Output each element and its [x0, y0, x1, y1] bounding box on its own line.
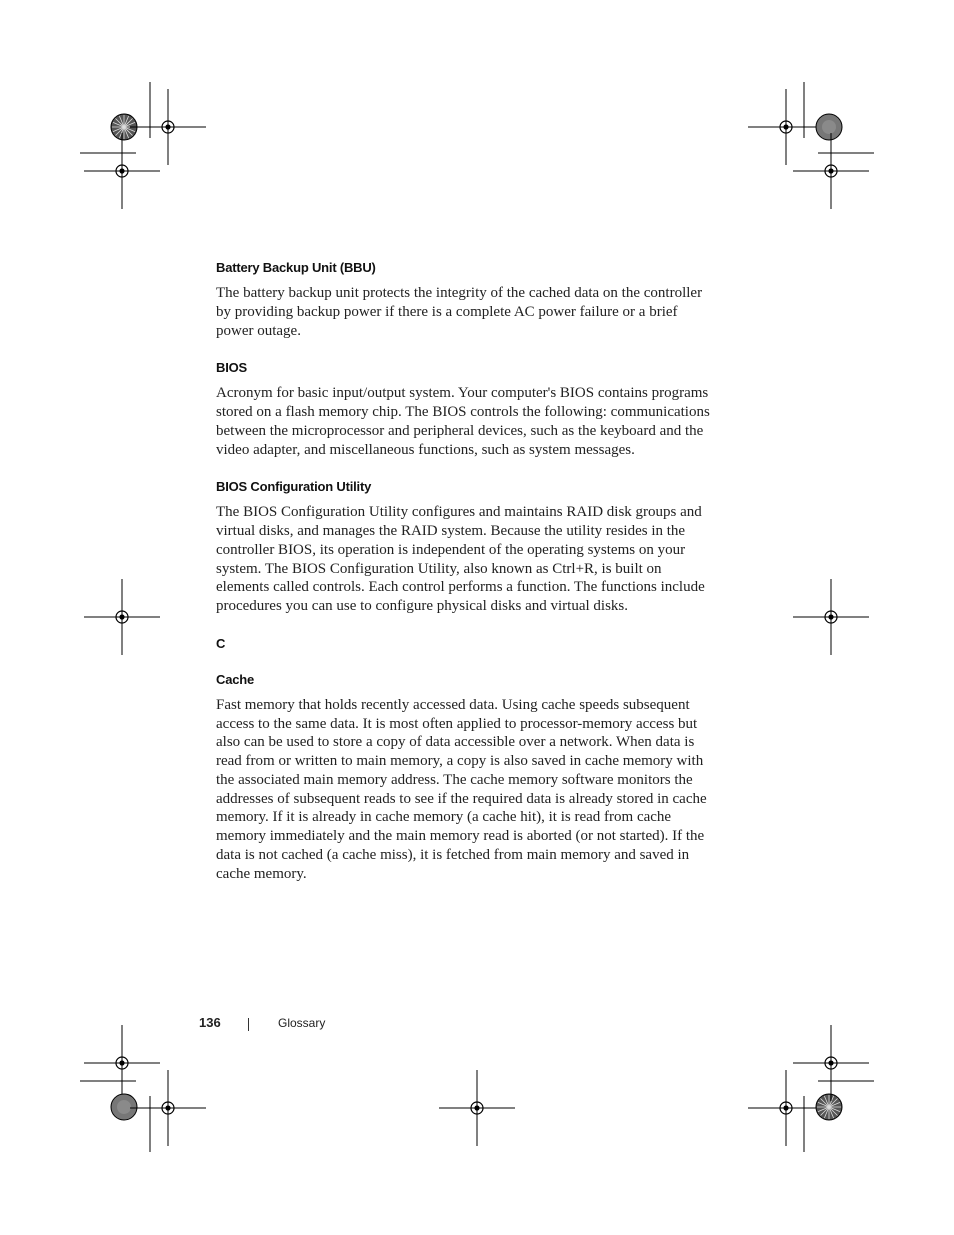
- page-number: 136: [199, 1015, 221, 1030]
- term-definition: Fast memory that holds recently accessed data. Using cache speeds subsequent access to the same data. It is most often applied to processor-memory access but also can be used to store a copy of data accessible over a network. When data is read from or written to main memory, a copy is also saved in cache memory with the associated main memory address. The cache memory software monitors the addresses of subsequent reads to see if the required data is already stored in cache memory. If it is already in cache memory (a cache hit), it is read from cache memory immediately and the main memory read is aborted (or not started). If the data is not cached (a cache miss), it is fetched from main memory and saved in cache memory.: [216, 696, 707, 882]
- term-heading: BIOS: [216, 360, 247, 376]
- footer-section-title: Glossary: [278, 1016, 326, 1030]
- term-heading: Cache: [216, 671, 255, 687]
- term-heading: Battery Backup Unit (BBU): [216, 260, 376, 275]
- footer-separator: [248, 1018, 249, 1031]
- letter-heading: C: [216, 635, 226, 651]
- term-heading: BIOS Configuration Utility: [216, 479, 372, 495]
- glossary-content: [216, 258, 716, 883]
- term-definition: The battery backup unit protects the integrity of the cached data on the controller by providing backup power if there is a complete AC power failure or a brief power outage.: [216, 285, 703, 339]
- term-definition: The BIOS Configuration Utility configures and maintains RAID disk groups and virtual disks, and manages the RAID system. Because the utility resides in the controller BIOS, its operation is independent of the operating systems on your system. The BIOS Configuration Utility, also known as Ctrl+R, is built on elements called controls. Each control performs a function. The functions include procedures you can use to configure physical disks and virtual disks.: [216, 504, 705, 614]
- term-definition: Acronym for basic input/output system. Your computer's BIOS contains programs stored on a flash memory chip. The BIOS controls the following: communications between the microprocessor and peripheral devices, such as the keyboard and the video adapter, and miscellaneous functions, such as system messages.: [216, 385, 710, 458]
